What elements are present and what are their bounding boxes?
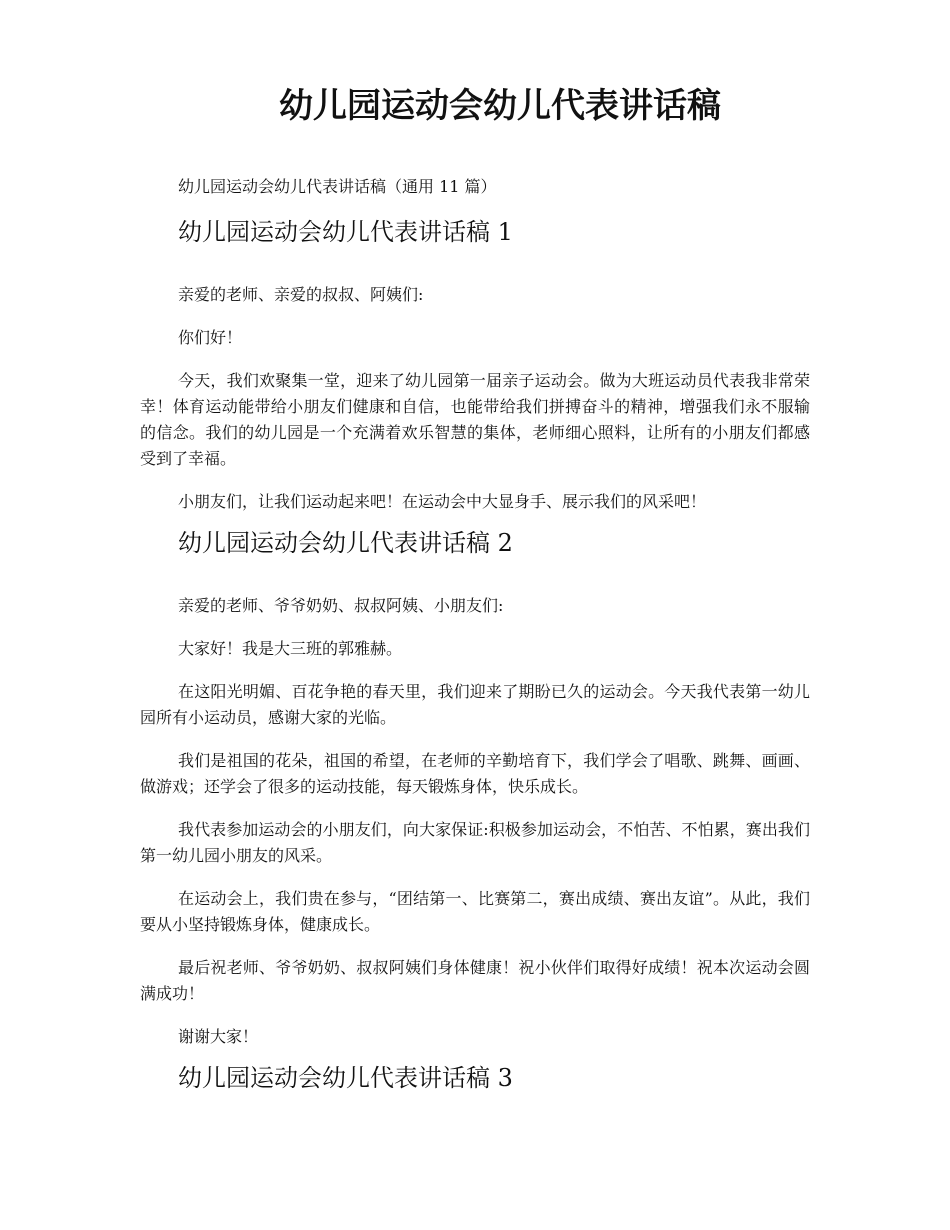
section-heading-2: 幼儿园运动会幼儿代表讲话稿 2 [178, 529, 513, 557]
section-2-paragraph: 我们是祖国的花朵，祖国的希望，在老师的辛勤培育下，我们学会了唱歌、跳舞、画画、做游戏；还学会了很多的运动技能，每天锻炼身体，快乐成长。 [140, 751, 810, 796]
document-subtitle: 幼儿园运动会幼儿代表讲话稿（通用 11 篇） [178, 177, 497, 196]
section-2-paragraph: 在运动会上，我们贵在参与，“团结第一、比赛第二，赛出成绩、赛出友谊”。从此，我们要从小坚持锻炼身体，健康成长。 [140, 889, 810, 934]
document-title: 幼儿园运动会幼儿代表讲话稿 [279, 86, 721, 126]
section-1-paragraph: 今天，我们欢聚集一堂，迎来了幼儿园第一届亲子运动会。做为大班运动员代表我非常荣幸！体育运动能带给小朋友们健康和自信，也能带给我们拼搏奋斗的精神，增强我们永不服输的信念。我们的幼儿园是一个充满着欢乐智慧的集体，老师细心照料，让所有的小朋友们都感受到了幸福。 [140, 371, 810, 468]
section-2-closing: 谢谢大家！ [178, 1027, 259, 1046]
section-1-greeting: 亲爱的老师、亲爱的叔叔、阿姨们: [178, 285, 424, 304]
section-2-paragraph: 在这阳光明媚、百花争艳的春天里，我们迎来了期盼已久的运动会。今天我代表第一幼儿园所有小运动员，感谢大家的光临。 [140, 682, 810, 727]
section-heading-3: 幼儿园运动会幼儿代表讲话稿 3 [178, 1064, 513, 1092]
section-2-paragraph: 最后祝老师、爷爷奶奶、叔叔阿姨们身体健康！祝小伙伴们取得好成绩！祝本次运动会圆满成功！ [140, 958, 810, 1003]
section-1-paragraph: 小朋友们，让我们运动起来吧！在运动会中大显身手、展示我们的风采吧！ [178, 492, 707, 511]
section-2-paragraph: 大家好！我是大三班的郭雅赫。 [178, 639, 403, 658]
section-2-greeting: 亲爱的老师、爷爷奶奶、叔叔阿姨、小朋友们: [178, 596, 504, 615]
section-heading-1: 幼儿园运动会幼儿代表讲话稿 1 [178, 218, 513, 246]
section-2-paragraph: 我代表参加运动会的小朋友们，向大家保证:积极参加运动会，不怕苦、不怕累，赛出我们第一幼儿园小朋友的风采。 [140, 820, 810, 865]
section-1-paragraph: 你们好！ [178, 328, 243, 347]
